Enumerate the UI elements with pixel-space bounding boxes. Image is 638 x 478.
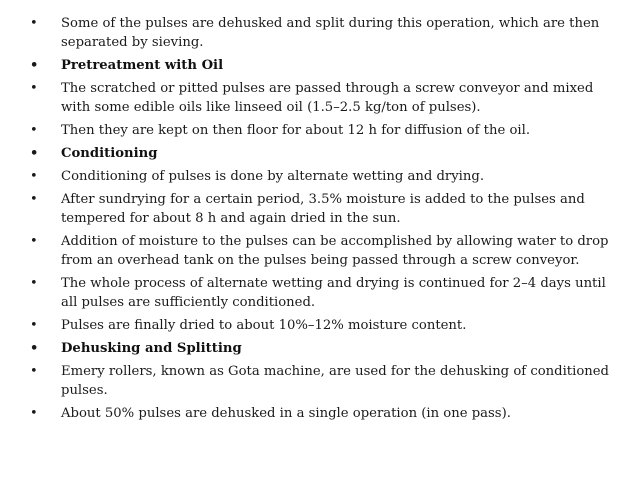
- bullet-dot-icon: •: [30, 363, 38, 379]
- bullet-text: Then they are kept on then floor for about 12 h for diffusion of the oil.: [61, 123, 531, 139]
- bullet-dot-icon: •: [30, 16, 38, 31]
- heading-text: Pretreatment with Oil: [61, 58, 224, 74]
- bullet-dot-icon: •: [30, 81, 38, 96]
- bullet-text: About 50% pulses are dehusked in a single operation (in one pass).: [61, 406, 511, 421]
- bullet-list: [30, 14, 610, 427]
- bullet-text: The whole process of alternate wetting and drying is continued for 2–4 days until all pulses are sufficiently conditioned.: [61, 276, 606, 311]
- bullet-dot-icon: •: [30, 276, 38, 291]
- bullet-text: After sundrying for a certain period, 3.5% moisture is added to the pulses and tempered for about 8 h and again dried in the sun.: [61, 191, 585, 226]
- bullet-item-sieving: [30, 14, 610, 53]
- bullet-item-moisture-added: [30, 190, 610, 229]
- bullet-item-final-drying: [30, 316, 610, 335]
- bullet-item-wetting-drying: [30, 167, 610, 186]
- bullet-dot-icon: •: [30, 168, 38, 184]
- bullet-text: Addition of moisture to the pulses can be accomplished by allowing water to drop from an overhead tank on the pulses being passed through a screw conveyor.: [61, 233, 609, 269]
- bullet-dot-icon: •: [30, 123, 38, 139]
- bullet-dot-icon: •: [30, 146, 39, 161]
- bullet-item-process-duration: [30, 274, 610, 313]
- bullet-item-oil-mixing: [30, 79, 610, 118]
- bullet-text: Pulses are finally dried to about 10%–12% moisture content.: [61, 318, 467, 334]
- bullet-item-overhead-tank: [30, 232, 610, 271]
- heading-text: Conditioning: [61, 146, 158, 161]
- bullet-item-oil-diffusion: [30, 121, 610, 140]
- bullet-dot-icon: •: [30, 58, 39, 74]
- bullet-dot-icon: •: [30, 341, 39, 356]
- section-heading-dehusking: [30, 339, 610, 358]
- bullet-text: Some of the pulses are dehusked and split during this operation, which are then separated by sieving.: [61, 16, 600, 51]
- bullet-text: The scratched or pitted pulses are passed through a screw conveyor and mixed with some edible oils like linseed oil (1.5–2.5 kg/ton of pulses).: [61, 81, 594, 116]
- bullet-dot-icon: •: [30, 191, 38, 207]
- section-heading-pretreatment: [30, 56, 610, 75]
- bullet-dot-icon: •: [30, 406, 38, 421]
- bullet-item-single-pass: [30, 404, 610, 423]
- bullet-dot-icon: •: [30, 233, 38, 249]
- bullet-item-emery-rollers: [30, 362, 610, 401]
- bullet-dot-icon: •: [30, 318, 38, 334]
- heading-text: Dehusking and Splitting: [61, 341, 242, 356]
- bullet-text: Conditioning of pulses is done by alternate wetting and drying.: [61, 168, 485, 184]
- section-heading-conditioning: [30, 144, 610, 163]
- bullet-text: Emery rollers, known as Gota machine, are used for the dehusking of conditioned pulses.: [61, 363, 610, 399]
